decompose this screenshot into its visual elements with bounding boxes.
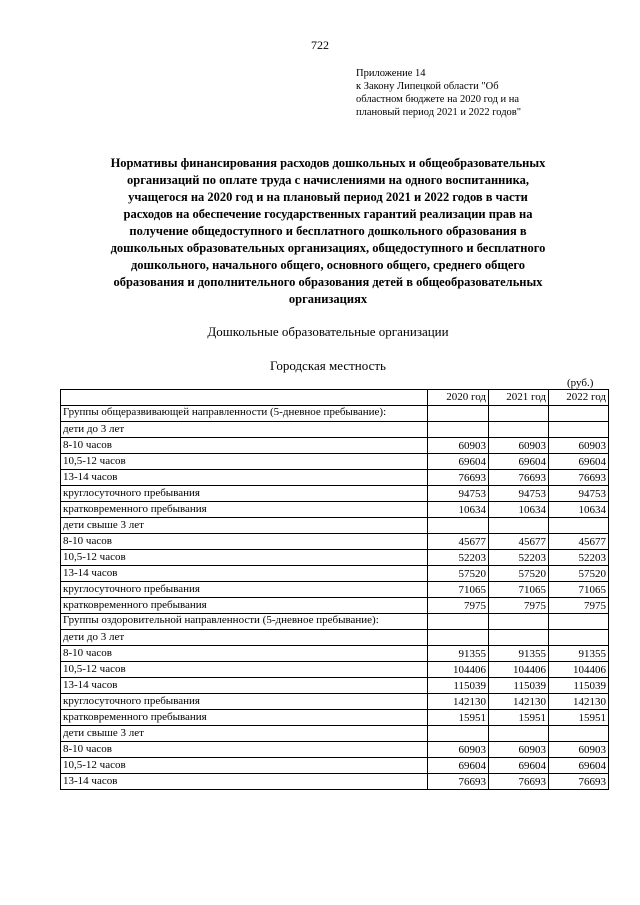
title-line: Нормативы финансирования расходов дошкольных и общеобразовательных	[110, 156, 546, 170]
value-cell	[549, 518, 609, 534]
value-cell: 10634	[549, 502, 609, 518]
row-label-cell: Группы оздоровительной направленности (5-дневное пребывание):	[61, 614, 428, 630]
value-cell: 7975	[428, 598, 489, 614]
value-cell: 94753	[489, 486, 549, 502]
unit-label: (руб.)	[567, 377, 594, 389]
value-cell: 104406	[549, 662, 609, 678]
row-label-cell: 10,5-12 часов	[61, 758, 428, 774]
value-cell	[428, 518, 489, 534]
value-cell: 52203	[549, 550, 609, 566]
value-cell: 69604	[549, 758, 609, 774]
row-label-cell: 10,5-12 часов	[61, 662, 428, 678]
value-cell	[549, 406, 609, 422]
row-label-cell: 8-10 часов	[61, 534, 428, 550]
value-cell: 60903	[428, 742, 489, 758]
title-line: образования и дополнительного образования детей в общеобразовательных	[113, 275, 543, 289]
value-cell	[489, 518, 549, 534]
value-cell: 76693	[549, 470, 609, 486]
value-cell: 76693	[549, 774, 609, 790]
row-label-cell: дети свыше 3 лет	[61, 518, 428, 534]
value-cell: 60903	[489, 438, 549, 454]
table-row	[61, 726, 609, 742]
table-row	[61, 438, 609, 454]
table-row	[61, 422, 609, 438]
table-row	[61, 518, 609, 534]
value-cell	[489, 630, 549, 646]
value-cell: 71065	[549, 582, 609, 598]
appendix-line: плановый период 2021 и 2022 годов"	[356, 107, 522, 118]
title-line: организациях	[288, 292, 368, 306]
funding-table	[60, 389, 609, 790]
title-line: организаций по оплате труда с начислениями на одного воспитанника,	[127, 173, 529, 187]
value-cell: 45677	[549, 534, 609, 550]
row-label-cell: 8-10 часов	[61, 646, 428, 662]
table-row	[61, 662, 609, 678]
value-cell: 15951	[489, 710, 549, 726]
value-cell	[489, 422, 549, 438]
title-line: получение общедоступного и бесплатного дошкольного образования в	[129, 224, 527, 238]
row-label-cell: кратковременного пребывания	[61, 710, 428, 726]
document-title	[48, 155, 608, 308]
value-cell	[489, 726, 549, 742]
value-cell: 69604	[489, 454, 549, 470]
value-cell: 69604	[549, 454, 609, 470]
value-cell	[549, 726, 609, 742]
title-line: учащегося на 2020 год и на плановый период 2021 и 2022 годов в части	[128, 190, 528, 204]
value-cell	[428, 726, 489, 742]
table-row	[61, 758, 609, 774]
value-cell	[428, 406, 489, 422]
value-cell: 60903	[489, 742, 549, 758]
table-row	[61, 774, 609, 790]
value-cell: 57520	[489, 566, 549, 582]
row-label-cell: 8-10 часов	[61, 438, 428, 454]
subsection-title: Городская местность	[270, 358, 386, 373]
value-cell: 60903	[428, 438, 489, 454]
value-cell: 10634	[428, 502, 489, 518]
row-label-cell: 10,5-12 часов	[61, 550, 428, 566]
value-cell: 45677	[489, 534, 549, 550]
row-label-cell: дети свыше 3 лет	[61, 726, 428, 742]
appendix-line: Приложение 14	[356, 68, 426, 79]
appendix-line: областном бюджете на 2020 год и на	[356, 94, 520, 105]
header-cell-2022: 2022 год	[549, 390, 609, 406]
value-cell: 115039	[549, 678, 609, 694]
row-label-cell: 13-14 часов	[61, 678, 428, 694]
title-line: дошкольных образовательных организациях, общедоступного и бесплатного	[110, 241, 546, 255]
table-row	[61, 598, 609, 614]
value-cell: 7975	[549, 598, 609, 614]
value-cell	[428, 422, 489, 438]
row-label-cell: Группы общеразвивающей направленности (5-дневное пребывание):	[61, 406, 428, 422]
table-body	[61, 406, 609, 790]
value-cell: 142130	[428, 694, 489, 710]
table-row	[61, 470, 609, 486]
row-label-cell: круглосуточного пребывания	[61, 582, 428, 598]
value-cell: 91355	[549, 646, 609, 662]
value-cell	[549, 422, 609, 438]
value-cell: 15951	[428, 710, 489, 726]
table-row	[61, 534, 609, 550]
value-cell: 7975	[489, 598, 549, 614]
value-cell: 76693	[428, 774, 489, 790]
title-line: дошкольного, начального общего, основного общего, среднего общего	[130, 258, 526, 272]
table-row	[61, 454, 609, 470]
value-cell: 94753	[549, 486, 609, 502]
value-cell	[428, 630, 489, 646]
row-label-cell: 13-14 часов	[61, 566, 428, 582]
value-cell: 76693	[428, 470, 489, 486]
value-cell	[489, 614, 549, 630]
row-label-cell: 13-14 часов	[61, 774, 428, 790]
value-cell: 94753	[428, 486, 489, 502]
value-cell: 69604	[489, 758, 549, 774]
row-label-cell: круглосуточного пребывания	[61, 486, 428, 502]
value-cell: 115039	[428, 678, 489, 694]
value-cell: 45677	[428, 534, 489, 550]
value-cell: 76693	[489, 774, 549, 790]
value-cell: 71065	[428, 582, 489, 598]
value-cell: 71065	[489, 582, 549, 598]
value-cell: 60903	[549, 438, 609, 454]
value-cell: 57520	[549, 566, 609, 582]
value-cell: 104406	[428, 662, 489, 678]
value-cell: 91355	[489, 646, 549, 662]
value-cell: 57520	[428, 566, 489, 582]
value-cell	[549, 630, 609, 646]
table-row	[61, 694, 609, 710]
row-label-cell: 10,5-12 часов	[61, 454, 428, 470]
title-line: расходов на обеспечение государственных гарантий реализации прав на	[123, 207, 533, 221]
value-cell: 91355	[428, 646, 489, 662]
value-cell: 69604	[428, 758, 489, 774]
header-cell-2021: 2021 год	[489, 390, 549, 406]
value-cell: 104406	[489, 662, 549, 678]
table-row	[61, 486, 609, 502]
value-cell: 60903	[549, 742, 609, 758]
row-label-cell: кратковременного пребывания	[61, 502, 428, 518]
table-row	[61, 742, 609, 758]
row-label-cell: круглосуточного пребывания	[61, 694, 428, 710]
table-row	[61, 614, 609, 630]
section-title: Дошкольные образовательные организации	[207, 324, 449, 339]
value-cell: 76693	[489, 470, 549, 486]
table-header-row	[61, 390, 609, 406]
value-cell: 52203	[489, 550, 549, 566]
value-cell: 52203	[428, 550, 489, 566]
header-cell-2020: 2020 год	[428, 390, 489, 406]
table-row	[61, 646, 609, 662]
row-label-cell: 13-14 часов	[61, 470, 428, 486]
value-cell: 115039	[489, 678, 549, 694]
table-row	[61, 502, 609, 518]
table-row	[61, 678, 609, 694]
appendix-line: к Закону Липецкой области "Об	[356, 81, 499, 92]
value-cell: 69604	[428, 454, 489, 470]
page-number: 722	[311, 38, 329, 52]
value-cell	[428, 614, 489, 630]
row-label-cell: кратковременного пребывания	[61, 598, 428, 614]
value-cell: 15951	[549, 710, 609, 726]
table-row	[61, 630, 609, 646]
value-cell: 142130	[489, 694, 549, 710]
appendix-note	[356, 67, 626, 119]
row-label-cell: дети до 3 лет	[61, 630, 428, 646]
row-label-cell: дети до 3 лет	[61, 422, 428, 438]
value-cell: 142130	[549, 694, 609, 710]
table-row	[61, 550, 609, 566]
row-label-cell: 8-10 часов	[61, 742, 428, 758]
value-cell	[549, 614, 609, 630]
value-cell	[489, 406, 549, 422]
table-row	[61, 710, 609, 726]
table-row	[61, 582, 609, 598]
table-row	[61, 566, 609, 582]
header-cell-label	[61, 390, 428, 406]
table-row	[61, 406, 609, 422]
value-cell: 10634	[489, 502, 549, 518]
